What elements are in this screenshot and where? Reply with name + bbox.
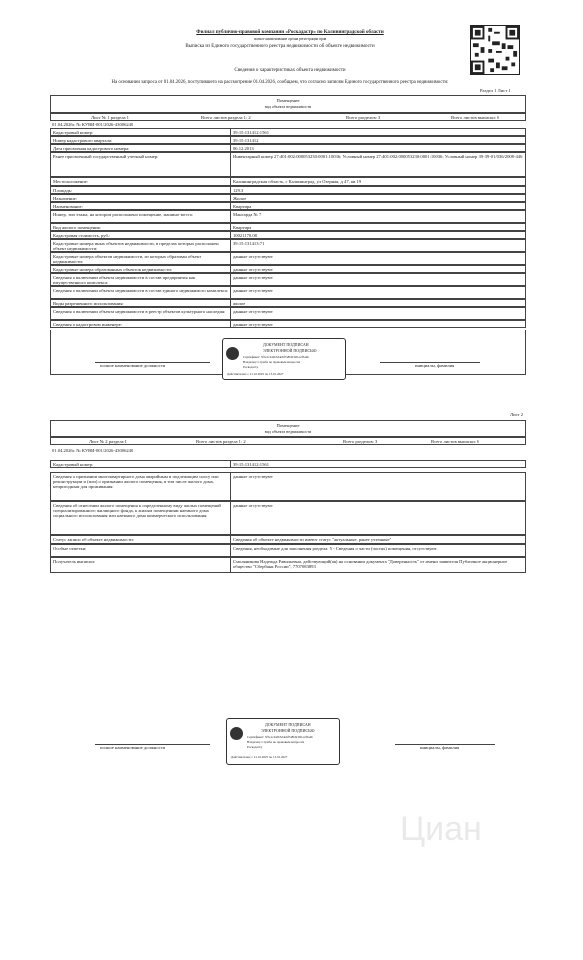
table-row	[50, 265, 526, 273]
row-label: Кадастровые номера объектов недвижимости, из которых образован объект недвижимости:	[53, 253, 202, 264]
table-row	[50, 286, 526, 299]
section-label: Раздел 1 Лист 1	[480, 88, 511, 93]
stamp-line: Владелец: Служба по правовым вопросам	[247, 740, 305, 744]
row-label: Вид жилого помещения:	[53, 224, 101, 230]
object-type-subcaption: вид объекта недвижимости	[264, 104, 312, 109]
row-value: 39:15:131412:1561	[233, 461, 269, 467]
row-value: Калининградская область, г Калининград, ул Озерная, д 47, кв 19	[233, 178, 362, 184]
extract-sheets-total: Всего листов выписки: 6	[451, 115, 500, 120]
stamp-line: Роскадастр	[243, 365, 259, 369]
stamp-line: Действителен: с 21.10.2025 по 13.01.2027	[231, 755, 288, 759]
sheet-number: Лист № 1 раздела 1	[91, 115, 129, 120]
extract-sheets-total: Всего листов выписки: 6	[431, 439, 480, 444]
row-label: Назначение:	[53, 195, 78, 201]
row-label: Кадастровая стоимость, руб.:	[53, 232, 111, 238]
row-label: Наименование:	[53, 203, 83, 209]
row-value: Квартира	[233, 203, 252, 209]
row-label: Особые отметки:	[53, 545, 87, 551]
row-label: Кадастровый номер:	[53, 129, 94, 135]
name-caption: инициалы, фамилия	[415, 363, 455, 368]
stamp-line: Сертификат: 5f5e1c2a0b3d4e6f7a8b9c0d1e2f3a4b	[243, 355, 309, 359]
object-type-box	[50, 420, 526, 437]
row-value: Сведения, необходимые для заполнения раздела: 5 - Сведения о части (частях) помещения, отсутствуют.	[233, 545, 438, 551]
row-value: жилое	[233, 300, 246, 306]
row-value: данные отсутствуют	[233, 266, 273, 272]
row-label: Статус записи об объекте недвижимости:	[53, 536, 134, 542]
document-title: Выписка из Единого государственного реестра недвижимости об объекте недвижимости	[185, 44, 375, 49]
row-value: 129.3	[233, 187, 244, 193]
position-caption: полное наименование должности	[100, 745, 166, 750]
position-caption: полное наименование должности	[100, 363, 166, 368]
emblem-icon	[226, 347, 239, 360]
row-label: Ранее присвоенный государственный учетный номер:	[53, 153, 159, 159]
table-row	[50, 136, 526, 144]
qr-code	[470, 25, 520, 75]
row-value: 06.12.2013	[233, 145, 254, 151]
sheet1-meta-row	[50, 113, 526, 121]
name-caption: инициалы, фамилия	[420, 745, 460, 750]
table-row	[50, 194, 526, 202]
document-id: 01.04.2026г. № КУВИ-001/2026-43006240	[52, 448, 134, 453]
sheet-label: Лист 2	[510, 412, 524, 417]
stamp-line: Роскадастр	[247, 745, 263, 749]
row-label: Сведения о кадастровом инженере:	[53, 321, 123, 327]
row-value: данные отсутствуют	[233, 473, 273, 479]
stamp-line: Сертификат: 5f5e1c2a0b3d4e6f7a8b9c0d1e2f3a4b	[247, 735, 313, 739]
table-row	[50, 186, 526, 194]
table-row	[50, 239, 526, 252]
row-value: Мансарда № 7	[233, 211, 262, 217]
row-label: Местоположение:	[53, 178, 89, 184]
sections-total: Всего разделов: 3	[346, 115, 381, 120]
row-value: Инвентарный номер 27:401:002:000053230:0001:10036; Условный номер 27:401:002:000053230:0001:10036; Условный номер 39-39-01/036/2008-446	[233, 153, 523, 159]
stamp-line: Владелец: Служба по правовым вопросам	[243, 360, 301, 364]
section-sheets-total: Всего листов раздела 1: 2	[196, 439, 246, 444]
stamp-line: ДОКУМЕНТ ПОДПИСАН	[265, 722, 311, 727]
table-row	[50, 128, 526, 136]
agency-subcaption: полное наименование органа регистрации прав	[253, 37, 327, 41]
row-value: Сведения об объекте недвижимости имеют статус "актуальные, ранее учтенные"	[233, 536, 392, 542]
row-label: Кадастровый номер:	[53, 461, 94, 467]
watermark: Циан	[400, 810, 482, 848]
row-value: Жилое	[233, 195, 247, 201]
table-row	[50, 501, 526, 535]
table-row	[50, 202, 526, 210]
row-label: Сведения о включении объекта недвижимости в реестр объектов культурного наследия:	[53, 308, 226, 314]
row-value: Смоляникова Надежда Равильевна, действующий(ая) на основании документа "Доверенность" от имени заявителя Публичное акционерное общество "Сбербанк России", 7707083893	[233, 558, 508, 569]
row-value: данные отсутствуют	[233, 308, 273, 314]
stamp-line: ДОКУМЕНТ ПОДПИСАН	[263, 342, 309, 347]
row-label: Получатель выписки:	[53, 558, 96, 564]
section-sheets-total: Всего листов раздела 1: 2	[201, 115, 251, 120]
row-label: Сведения о включении объекта недвижимости в состав единого недвижимого комплекса:	[53, 287, 229, 293]
table-row	[50, 177, 526, 186]
row-label: Сведения о признании многоквартирного дома аварийным и подлежащим сносу или реконструкции и (или) о признании жилого помещения, в том числе жилого дома, непригодным для проживания:	[53, 473, 219, 489]
agency-name: Филиал публично-правовой компании «Роскадастр» по Калининградской области	[196, 30, 384, 35]
table-row	[50, 472, 526, 501]
table-row	[50, 223, 526, 231]
stamp-line: ЭЛЕКТРОННОЙ ПОДПИСЬЮ	[263, 348, 317, 353]
row-value: данные отсутствуют	[233, 321, 273, 327]
table-row	[50, 231, 526, 239]
row-value: 10021170.08	[233, 232, 257, 238]
table-row	[50, 544, 526, 557]
row-label: Площадь:	[53, 187, 73, 193]
sheet2-meta-row	[50, 437, 526, 445]
row-value: Квартира	[233, 224, 252, 230]
object-type: Помещение	[276, 423, 300, 428]
row-label: Номер, тип этажа, на котором расположено помещение, машино-место:	[53, 211, 194, 217]
table-row	[50, 210, 526, 223]
object-type-box	[50, 95, 526, 113]
request-intro: На основании запроса от 01.04.2026, поступившего на рассмотрение 01.04.2026, сообщаем, что согласно записям Единого государственного реестра недвижимости:	[111, 80, 449, 85]
row-label: Кадастровые номера иных объектов недвижимости, в пределах которых расположен объект недвижимости:	[53, 240, 219, 251]
table-row	[50, 557, 526, 573]
electronic-signature-stamp	[222, 338, 346, 380]
table-row	[50, 273, 526, 286]
stamp-line: ЭЛЕКТРОННОЙ ПОДПИСЬЮ	[261, 728, 315, 733]
electronic-signature-stamp	[226, 718, 340, 765]
row-label: Номер кадастрового квартала:	[53, 137, 113, 143]
row-value: данные отсутствуют	[233, 274, 273, 280]
row-label: Сведения об отнесении жилого помещения к определенному виду жилых помещений специализированного жилищного фонда, к жилым помещениям наемного дома социального использования или наемного дома коммерческого использования:	[53, 502, 221, 518]
row-value: 39:15:131412:1561	[233, 129, 269, 135]
table-row	[50, 299, 526, 307]
table-row	[50, 252, 526, 265]
row-label: Сведения о включении объекта недвижимости в состав предприятия как имущественного комплекса:	[53, 274, 196, 285]
row-value: 39:15:131412	[233, 137, 259, 143]
table-row	[50, 144, 526, 152]
row-label: Кадастровые номера образованных объектов недвижимости:	[53, 266, 173, 272]
table-row	[50, 320, 526, 328]
row-label: Виды разрешенного использования:	[53, 300, 124, 306]
row-value: данные отсутствуют	[233, 287, 273, 293]
table-row	[50, 152, 526, 177]
stamp-line: Действителен: с 21.10.2025 по 13.01.2027	[227, 372, 284, 376]
row-value: 39:15:131413:71	[233, 240, 265, 246]
document-subtitle: Сведения о характеристиках объекта недвижимости	[234, 68, 346, 73]
sections-total: Всего разделов: 3	[343, 439, 378, 444]
table-row	[50, 535, 526, 544]
row-value: данные отсутствуют	[233, 253, 273, 259]
object-type: Помещение	[276, 98, 300, 103]
row-value: данные отсутствуют	[233, 502, 273, 508]
emblem-icon	[230, 727, 243, 740]
table-row	[50, 307, 526, 320]
document-id: 01.04.2026г. № КУВИ-001/2026-43006240	[52, 122, 134, 127]
row-label: Дата присвоения кадастрового номера:	[53, 145, 130, 151]
table-row	[50, 460, 526, 468]
sheet-number: Лист № 2 раздела 1	[89, 439, 127, 444]
object-type-subcaption: вид объекта недвижимости	[264, 429, 312, 434]
